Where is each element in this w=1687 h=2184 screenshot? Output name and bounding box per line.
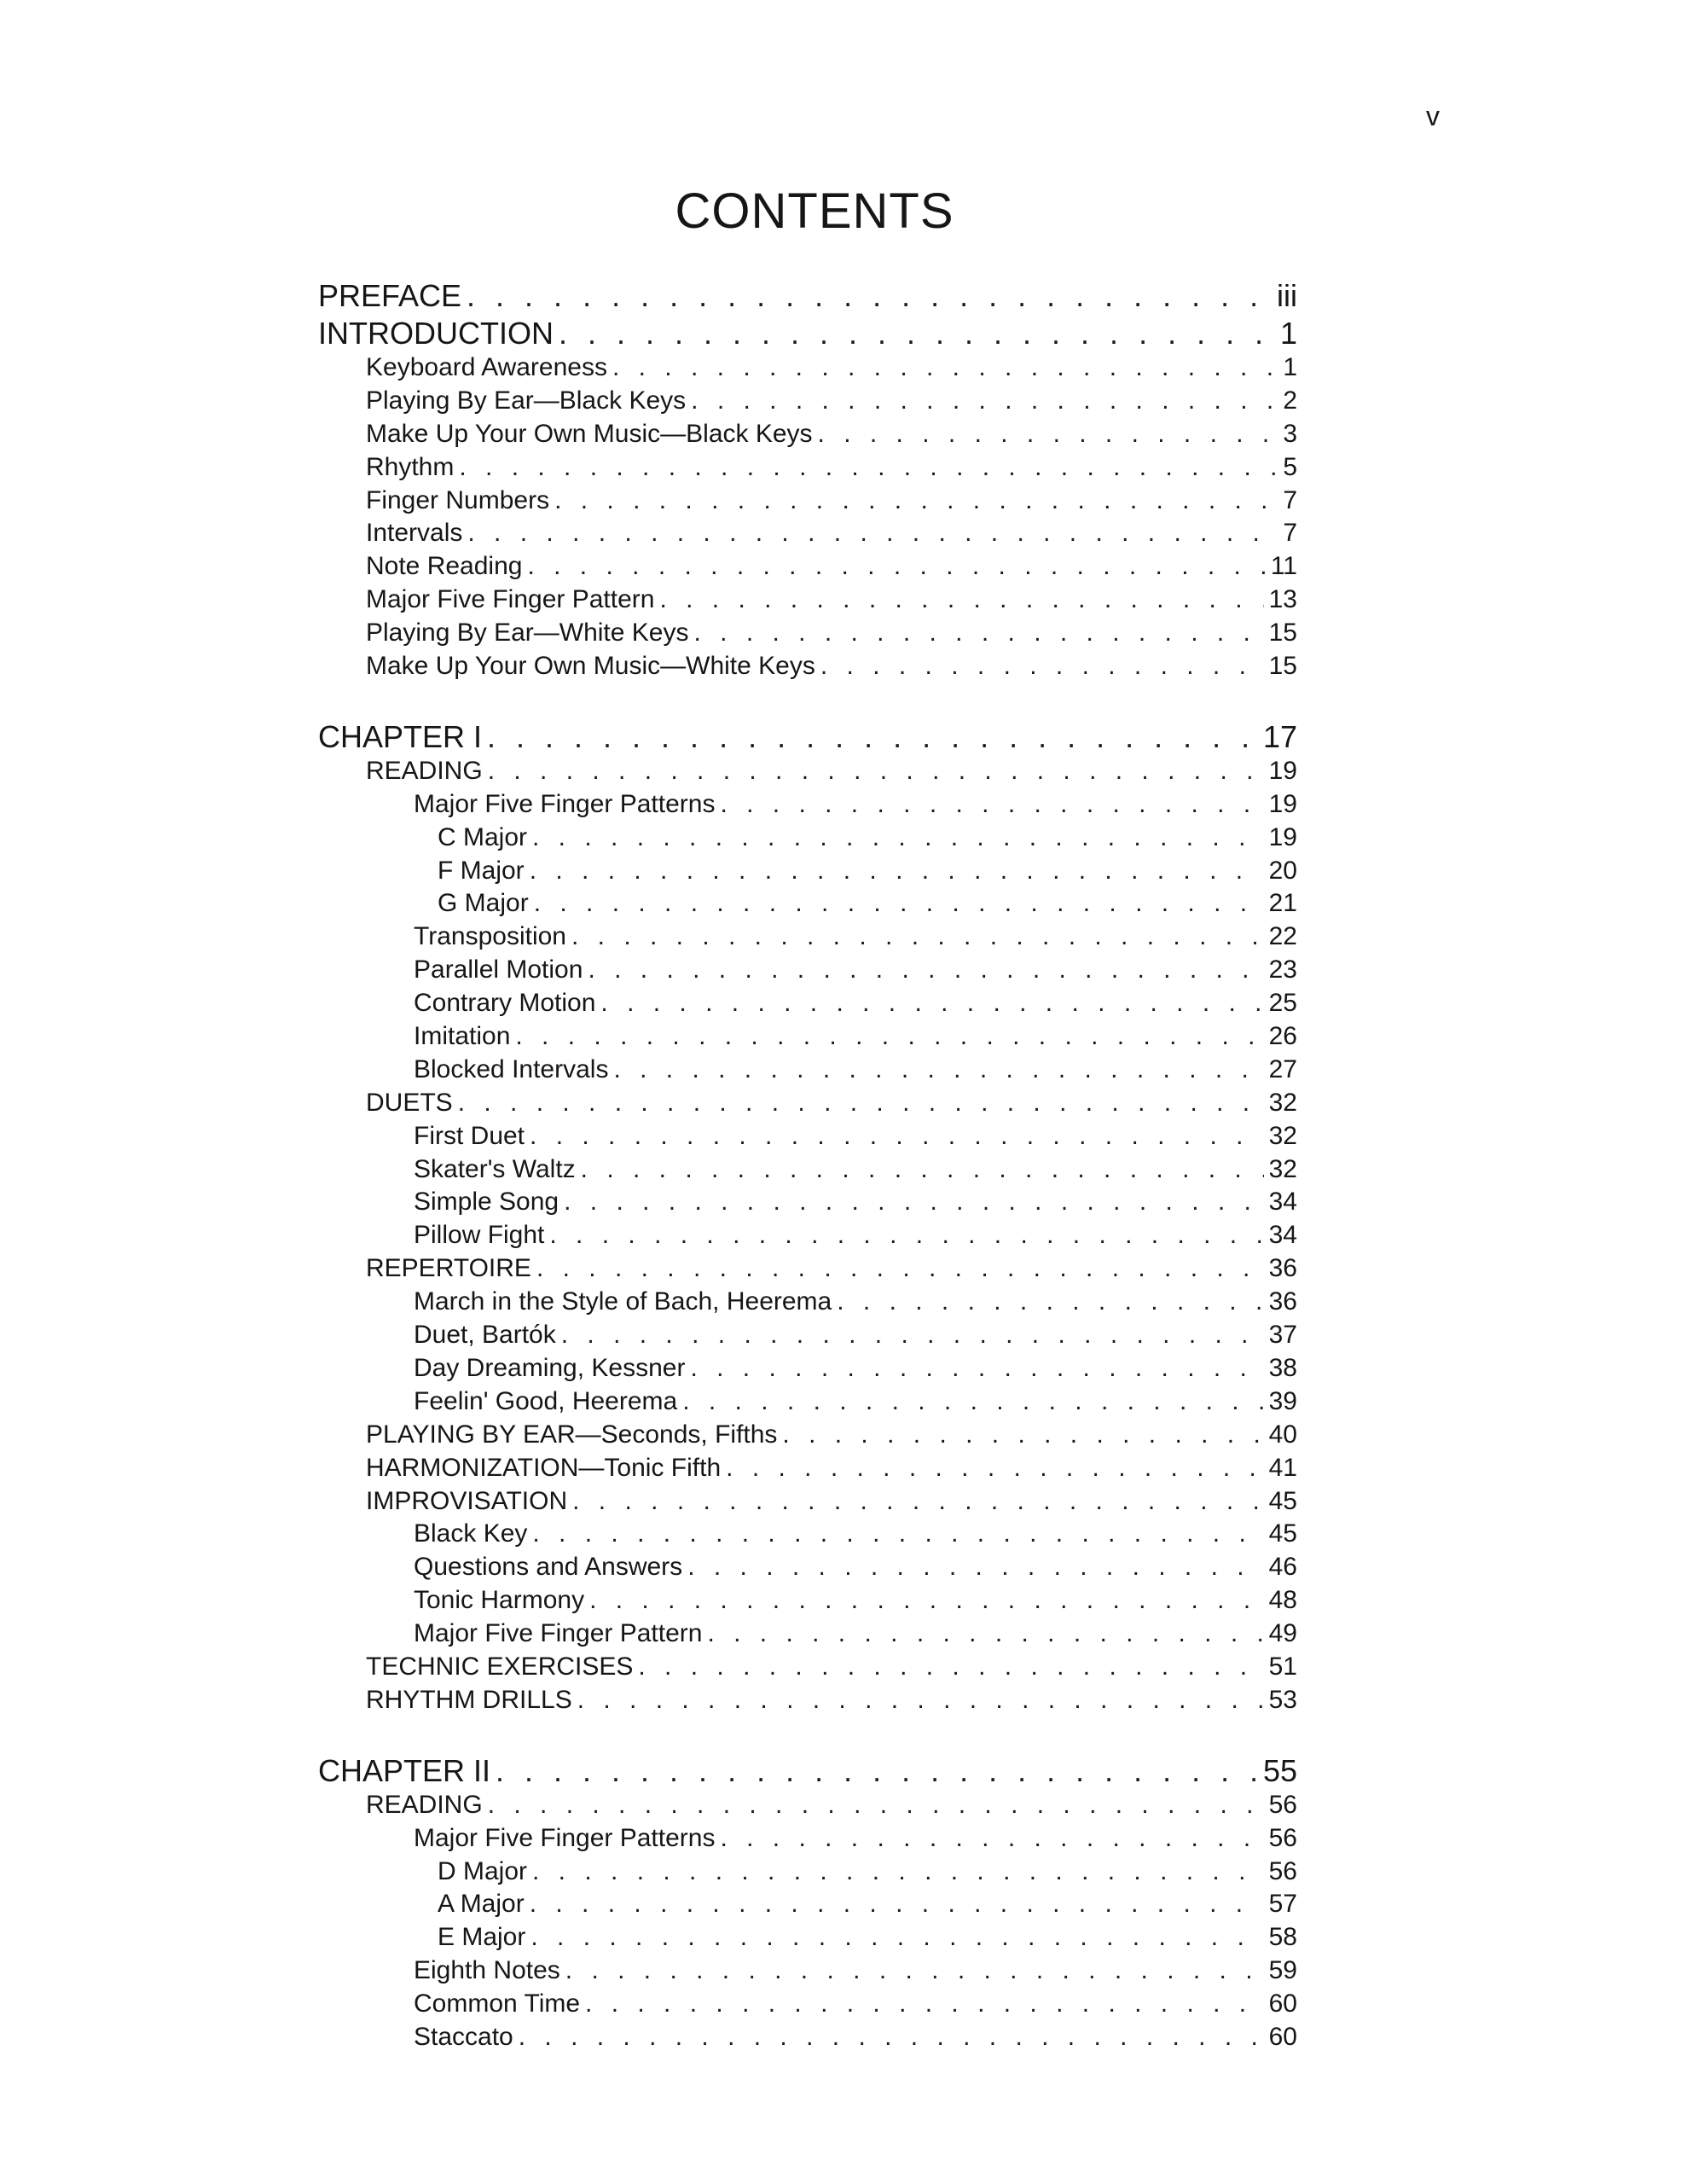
toc-entry-label: Note Reading: [366, 552, 523, 581]
toc-entry-label: D Major: [438, 1856, 528, 1885]
toc-entry-page: 34: [1268, 1221, 1297, 1250]
toc-entry[interactable]: [414, 1824, 1297, 1857]
toc-entry[interactable]: [414, 1188, 1297, 1221]
dot-leader: [532, 1519, 1263, 1548]
toc-entry-label: DUETS: [366, 1088, 453, 1117]
toc-entry-page: 48: [1268, 1586, 1297, 1615]
toc-entry-page: 45: [1268, 1519, 1297, 1548]
toc-entry[interactable]: [366, 1653, 1297, 1686]
toc-entry-label: HARMONIZATION—Tonic Fifth: [366, 1453, 722, 1482]
toc-entry-label: Major Five Finger Pattern: [366, 585, 655, 614]
section-gap: [0, 685, 1687, 719]
dot-leader: [459, 453, 1278, 482]
toc-entry[interactable]: [366, 1454, 1297, 1487]
toc-entry[interactable]: [414, 1586, 1297, 1619]
toc-entry-page: 11: [1270, 552, 1297, 581]
toc-entry[interactable]: [366, 757, 1297, 790]
toc-entry-page: 58: [1268, 1923, 1297, 1952]
section-gap: [0, 1719, 1687, 1753]
toc-entry[interactable]: [366, 353, 1297, 386]
dot-leader: [613, 1055, 1263, 1084]
toc-entry-label: Day Dreaming, Kessner: [414, 1353, 686, 1382]
toc-entry[interactable]: [438, 857, 1297, 890]
toc-entry[interactable]: [366, 1791, 1297, 1824]
dot-leader: [690, 1354, 1263, 1383]
toc-entry-label: Blocked Intervals: [414, 1054, 609, 1083]
dot-leader: [726, 1454, 1263, 1483]
toc-entry-page: 25: [1268, 989, 1297, 1018]
toc-entry-page: 51: [1268, 1652, 1297, 1681]
toc-entry-page: 22: [1268, 922, 1297, 951]
toc-entry-label: Major Five Finger Patterns: [414, 1823, 716, 1852]
toc-entry[interactable]: [414, 1519, 1297, 1553]
toc-entry[interactable]: [366, 453, 1297, 486]
dot-leader: [571, 922, 1264, 951]
toc-entry-label: Simple Song: [414, 1188, 559, 1217]
dot-leader: [549, 1221, 1263, 1250]
toc-entry-page: 17: [1262, 718, 1297, 754]
toc-entry-label: March in the Style of Bach, Heerema: [414, 1287, 832, 1316]
toc-entry-label: Black Key: [414, 1519, 528, 1548]
toc-entry[interactable]: [438, 889, 1297, 922]
dot-leader: [561, 1321, 1264, 1350]
toc-entry[interactable]: [366, 386, 1297, 420]
toc-entry-page: 19: [1268, 789, 1297, 818]
dot-leader: [530, 1890, 1264, 1919]
toc-entry[interactable]: [414, 989, 1297, 1022]
toc-entry[interactable]: [318, 316, 1297, 353]
toc-entry[interactable]: [438, 1923, 1297, 1956]
toc-entry[interactable]: [414, 2023, 1297, 2056]
toc-entry[interactable]: [438, 1857, 1297, 1891]
dot-leader: [565, 1956, 1264, 1985]
toc-entry-page: 41: [1268, 1453, 1297, 1482]
toc-entry-page: 36: [1268, 1287, 1297, 1316]
toc-entry-label: REPERTOIRE: [366, 1254, 531, 1283]
dot-leader: [820, 652, 1264, 681]
toc-entry[interactable]: [366, 619, 1297, 652]
toc-entry[interactable]: [318, 719, 1297, 757]
toc-entry-page: 15: [1268, 619, 1297, 648]
dot-leader: [487, 719, 1258, 755]
dot-leader: [496, 1753, 1258, 1789]
toc-entry-label: Common Time: [414, 1989, 581, 2018]
toc-entry[interactable]: [366, 1254, 1297, 1287]
toc-entry-page: 56: [1268, 1823, 1297, 1852]
dot-leader: [782, 1420, 1263, 1449]
toc-entry-label: Duet, Bartók: [414, 1321, 556, 1350]
toc-entry-page: 56: [1268, 1856, 1297, 1885]
dot-leader: [589, 1586, 1264, 1615]
toc-entry[interactable]: [414, 1022, 1297, 1055]
dot-leader: [720, 790, 1263, 819]
toc-entry-page: 21: [1268, 889, 1297, 918]
toc-entry[interactable]: [414, 1553, 1297, 1586]
toc-entry[interactable]: [414, 1387, 1297, 1420]
toc-entry-page: 59: [1268, 1956, 1297, 1985]
toc-entry-page: 39: [1268, 1386, 1297, 1415]
dot-leader: [467, 278, 1272, 314]
dot-leader: [682, 1387, 1263, 1416]
dot-leader: [693, 619, 1263, 648]
toc-entry[interactable]: [366, 652, 1297, 685]
toc-entry-label: Transposition: [414, 922, 566, 951]
toc-entry-label: Make Up Your Own Music—White Keys: [366, 652, 815, 681]
toc-entry-label: IMPROVISATION: [366, 1486, 568, 1515]
toc-entry[interactable]: [414, 1619, 1297, 1653]
toc-entry-page: 13: [1268, 585, 1297, 614]
dot-leader: [515, 1022, 1263, 1051]
toc-entry-label: Tonic Harmony: [414, 1586, 585, 1615]
dot-leader: [467, 519, 1278, 548]
toc-entry[interactable]: [414, 922, 1297, 956]
toc-entry-label: Playing By Ear—White Keys: [366, 619, 689, 648]
toc-entry-page: 36: [1268, 1254, 1297, 1283]
dot-leader: [581, 1155, 1264, 1184]
toc-entry[interactable]: [414, 1321, 1297, 1354]
toc-entry[interactable]: [414, 1055, 1297, 1089]
toc-entry[interactable]: [414, 1155, 1297, 1188]
toc-entry-page: 19: [1268, 756, 1297, 785]
toc-entry-label: F Major: [438, 856, 525, 885]
dot-leader: [536, 1254, 1264, 1283]
toc-entry-label: CHAPTER I: [318, 718, 483, 754]
toc-entry-label: READING: [366, 1790, 483, 1819]
toc-entry[interactable]: [366, 1089, 1297, 1122]
toc-entry[interactable]: [318, 278, 1297, 316]
dot-leader: [519, 2023, 1264, 2052]
dot-leader: [585, 1989, 1264, 2018]
toc-entry-page: 15: [1268, 652, 1297, 681]
toc-entry[interactable]: [438, 823, 1297, 857]
toc-entry-page: 34: [1268, 1188, 1297, 1217]
toc-entry-label: Eighth Notes: [414, 1956, 560, 1985]
dot-leader: [818, 420, 1278, 449]
toc-entry-label: Pillow Fight: [414, 1221, 545, 1250]
dot-leader: [532, 1857, 1264, 1886]
toc-entry-label: Intervals: [366, 519, 463, 548]
toc-entry-page: 60: [1268, 1989, 1297, 2018]
dot-leader: [577, 1686, 1264, 1715]
toc-entry-page: 60: [1268, 2022, 1297, 2051]
toc-entry[interactable]: [366, 420, 1297, 453]
toc-entry[interactable]: [366, 1487, 1297, 1520]
toc-entry[interactable]: [366, 585, 1297, 619]
toc-entry-page: 20: [1268, 856, 1297, 885]
toc-entry-label: Parallel Motion: [414, 956, 583, 985]
toc-entry[interactable]: [414, 1287, 1297, 1321]
toc-entry-page: 32: [1268, 1088, 1297, 1117]
toc-entry[interactable]: [366, 519, 1297, 552]
toc-entry-label: A Major: [438, 1890, 525, 1919]
toc-entry-page: 1: [1279, 316, 1297, 351]
toc-entry-label: READING: [366, 756, 483, 785]
dot-leader: [588, 956, 1263, 985]
toc-entry-label: Feelin' Good, Heerema: [414, 1386, 678, 1415]
dot-leader: [458, 1089, 1264, 1118]
dot-leader: [687, 1553, 1263, 1582]
toc-entry[interactable]: [414, 1221, 1297, 1254]
table-of-contents: [0, 278, 1687, 2056]
toc-entry-label: Staccato: [414, 2022, 513, 2051]
dot-leader: [837, 1287, 1263, 1316]
toc-entry-page: 2: [1283, 386, 1297, 415]
toc-entry-page: 38: [1268, 1353, 1297, 1382]
toc-entry-label: Contrary Motion: [414, 989, 596, 1018]
dot-leader: [564, 1188, 1264, 1217]
toc-entry-page: 57: [1268, 1890, 1297, 1919]
toc-entry-page: 23: [1268, 956, 1297, 985]
toc-entry[interactable]: [366, 1686, 1297, 1719]
toc-entry-label: Rhythm: [366, 452, 455, 481]
toc-entry-page: 1: [1283, 353, 1297, 381]
dot-leader: [559, 316, 1275, 351]
toc-entry[interactable]: [366, 1420, 1297, 1454]
toc-entry-page: 7: [1283, 485, 1297, 514]
dot-leader: [600, 989, 1263, 1018]
toc-entry[interactable]: [414, 1122, 1297, 1155]
page-number: v: [1426, 101, 1440, 131]
toc-entry[interactable]: [438, 1890, 1297, 1923]
toc-entry-page: 32: [1268, 1154, 1297, 1183]
toc-entry-label: Major Five Finger Pattern: [414, 1619, 703, 1648]
page-title: CONTENTS: [675, 183, 954, 239]
dot-leader: [720, 1824, 1263, 1853]
dot-leader: [638, 1653, 1263, 1682]
toc-entry-label: E Major: [438, 1923, 526, 1952]
dot-leader: [659, 585, 1263, 614]
dot-leader: [534, 889, 1264, 918]
toc-entry-label: Imitation: [414, 1022, 511, 1051]
toc-entry-page: 46: [1268, 1553, 1297, 1582]
toc-entry-page: 56: [1268, 1790, 1297, 1819]
toc-entry-page: 19: [1268, 822, 1297, 851]
dot-leader: [527, 552, 1265, 581]
toc-entry[interactable]: [366, 486, 1297, 520]
toc-entry[interactable]: [366, 552, 1297, 585]
toc-entry[interactable]: [414, 1989, 1297, 2023]
toc-entry[interactable]: [414, 1956, 1297, 1989]
toc-entry-label: Questions and Answers: [414, 1553, 683, 1582]
toc-entry[interactable]: [414, 1354, 1297, 1387]
toc-entry[interactable]: [414, 790, 1297, 823]
dot-leader: [488, 1791, 1264, 1820]
toc-entry-label: Finger Numbers: [366, 485, 550, 514]
dot-leader: [530, 1923, 1263, 1952]
toc-entry-page: 26: [1268, 1022, 1297, 1051]
toc-entry-label: First Duet: [414, 1121, 525, 1150]
toc-entry-page: 3: [1283, 419, 1297, 448]
toc-entry-label: RHYTHM DRILLS: [366, 1685, 572, 1714]
toc-entry-page: 45: [1268, 1486, 1297, 1515]
toc-entry[interactable]: [318, 1753, 1297, 1791]
dot-leader: [554, 486, 1278, 515]
toc-entry-label: Playing By Ear—Black Keys: [366, 386, 687, 415]
toc-entry-page: 32: [1268, 1121, 1297, 1150]
dot-leader: [532, 823, 1264, 852]
toc-entry-page: 40: [1268, 1420, 1297, 1449]
dot-leader: [572, 1487, 1263, 1516]
toc-entry-label: Skater's Waltz: [414, 1154, 576, 1183]
toc-entry-label: CHAPTER II: [318, 1752, 491, 1788]
toc-entry-page: 27: [1268, 1054, 1297, 1083]
toc-entry-page: 5: [1283, 452, 1297, 481]
toc-entry-label: Make Up Your Own Music—Black Keys: [366, 419, 813, 448]
toc-entry-label: TECHNIC EXERCISES: [366, 1652, 634, 1681]
dot-leader: [612, 353, 1278, 382]
dot-leader: [707, 1619, 1263, 1648]
toc-entry-page: 53: [1268, 1685, 1297, 1714]
toc-entry-page: 49: [1268, 1619, 1297, 1648]
toc-entry-label: G Major: [438, 889, 529, 918]
toc-entry-page: 37: [1268, 1321, 1297, 1350]
toc-entry-label: Major Five Finger Patterns: [414, 789, 716, 818]
dot-leader: [488, 757, 1264, 786]
toc-entry-page: 7: [1283, 519, 1297, 548]
toc-entry-label: PLAYING BY EAR—Seconds, Fifths: [366, 1420, 778, 1449]
toc-entry-page: iii: [1277, 278, 1297, 313]
dot-leader: [530, 857, 1264, 886]
dot-leader: [530, 1122, 1264, 1151]
toc-entry-label: Keyboard Awareness: [366, 353, 607, 381]
toc-entry-page: 55: [1262, 1752, 1297, 1788]
toc-entry-label: C Major: [438, 822, 528, 851]
toc-entry-label: PREFACE: [318, 278, 462, 313]
toc-entry[interactable]: [414, 956, 1297, 989]
toc-entry-label: INTRODUCTION: [318, 316, 554, 351]
dot-leader: [691, 386, 1278, 415]
